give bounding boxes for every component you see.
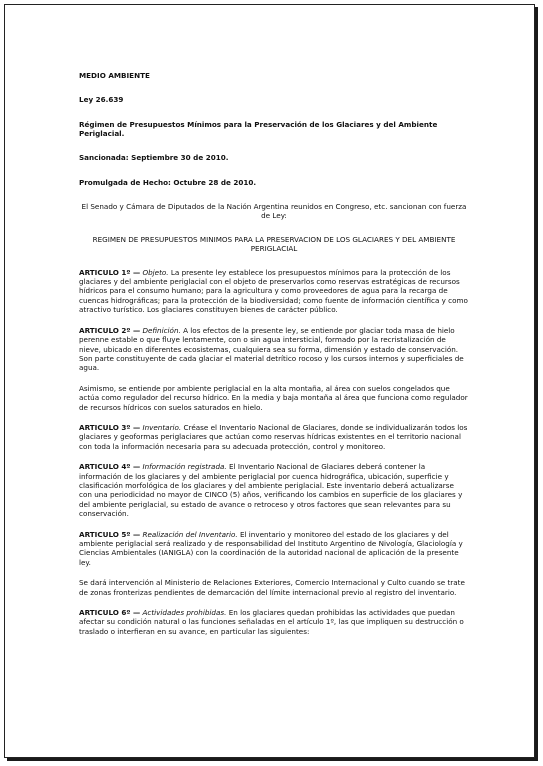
article-subtitle: Objeto. xyxy=(142,267,169,277)
article-text: Se dará intervención al Ministerio de Relaciones Exteriores, Comercio Internacional y Culto cuando se trate de zonas fronterizas pendientes de demarcación del límite internacional previo al registro del inventario. xyxy=(79,578,465,597)
sanction-date: Sancionada: Septiembre 30 de 2010. xyxy=(79,153,229,163)
law-heading: REGIMEN DE PRESUPUESTOS MINIMOS PARA LA PRESERVACION DE LOS GLACIARES Y DEL AMBIENTE PERIGLACIAL xyxy=(92,234,456,254)
article-label: ARTICULO 5º — xyxy=(79,529,141,539)
article-text: Asimismo, se entiende por ambiente periglacial en la alta montaña, al área con suelos congelados que actúa como regulador del recurso hídrico. En la media y baja montaña al área que funciona como regulador de recursos hídricos con suelos saturados en hielo. xyxy=(79,383,468,412)
article-1 xyxy=(79,268,469,315)
article-6 xyxy=(79,608,469,636)
article-text: La presente ley establece los presupuestos mínimos para la protección de los glaciares y del ambiente periglacial con el objeto de preservarlos como reservas estratégicas de recursos hídricos para el consumo humano; para la agricultura y como proveedores de agua para la recarga de cuencas hidrográficas; para la protección de la biodiversidad; como fuente de información científica y como atractivo turístico. Los glaciares constituyen bienes de carácter público. xyxy=(79,267,468,315)
promulgation-date: Promulgada de Hecho: Octubre 28 de 2010. xyxy=(79,177,257,187)
article-label: ARTICULO 6º — xyxy=(79,608,141,618)
article-text: El Inventario Nacional de Glaciares deberá contener la información de los glaciares y del ambiente periglacial por cuenca hidrográfica, ubicación, superficie y clasificación morfológica de los glaciares y del ambiente periglacial. Este inventario deberá actualizarse con una periodicidad no mayor de CINCO (5) años, verificando los cambios en superficie de los glaciares y del ambiente periglacial, su estado de avance o retroceso y otros factores que sean relevantes para su conservación. xyxy=(79,462,463,519)
article-subtitle: Actividades prohibidas. xyxy=(142,608,227,618)
article-5-continued xyxy=(79,578,469,597)
article-5 xyxy=(79,530,469,568)
article-label: ARTICULO 2º — xyxy=(79,325,141,335)
article-subtitle: Información registrada. xyxy=(142,462,227,472)
article-text: El inventario y monitoreo del estado de los glaciares y del ambiente periglacial será realizado y de responsabilidad del Instituto Argentino de Nivología, Glaciología y Ciencias Ambientales (IANIGLA) con la coordinación de la autoridad nacional de aplicación de la presente ley. xyxy=(79,529,463,567)
article-2 xyxy=(79,326,469,373)
document-body xyxy=(79,71,469,647)
article-subtitle: Inventario. xyxy=(142,422,182,432)
article-subtitle: Definición. xyxy=(142,325,181,335)
preamble: El Senado y Cámara de Diputados de la Nación Argentina reunidos en Congreso, etc. sancionan con fuerza de Ley: xyxy=(81,202,467,221)
law-number: Ley 26.639 xyxy=(79,95,124,105)
article-label: ARTICULO 3º — xyxy=(79,422,141,432)
article-text: En los glaciares quedan prohibidas las actividades que puedan afectar su condición natural o las funciones señaladas en el artículo 1º, las que impliquen su destrucción o traslado o interfieran en su avance, en particular las siguientes: xyxy=(79,608,464,636)
document-page xyxy=(4,4,535,758)
article-text: A los efectos de la presente ley, se entiende por glaciar toda masa de hielo perenne estable o que fluye lentamente, con o sin agua intersticial, formado por la recristalización de nieve, ubicado en diferentes ecosistemas, cualquiera sea su forma, dimensión y estado de conservación. Son parte constituyente de cada glaciar el material detrítico rocoso y los cursos internos y superficiales de agua. xyxy=(79,325,464,373)
article-2-continued xyxy=(79,384,469,412)
article-label: ARTICULO 1º — xyxy=(79,267,141,277)
article-text: Créase el Inventario Nacional de Glaciares, donde se individualizarán todos los glaciares y geoformas periglaciares que actúan como reservas hídricas existentes en el territorio nacional con toda la información necesaria para su adecuada protección, control y monitoreo. xyxy=(79,422,468,451)
article-label: ARTICULO 4º — xyxy=(79,462,141,472)
law-title: Régimen de Presupuestos Mínimos para la Preservación de los Glaciares y del Ambiente Periglacial. xyxy=(79,119,438,139)
section-heading: MEDIO AMBIENTE xyxy=(79,71,150,80)
article-subtitle: Realización del Inventario. xyxy=(142,529,238,539)
article-4 xyxy=(79,462,469,518)
article-3 xyxy=(79,423,469,451)
